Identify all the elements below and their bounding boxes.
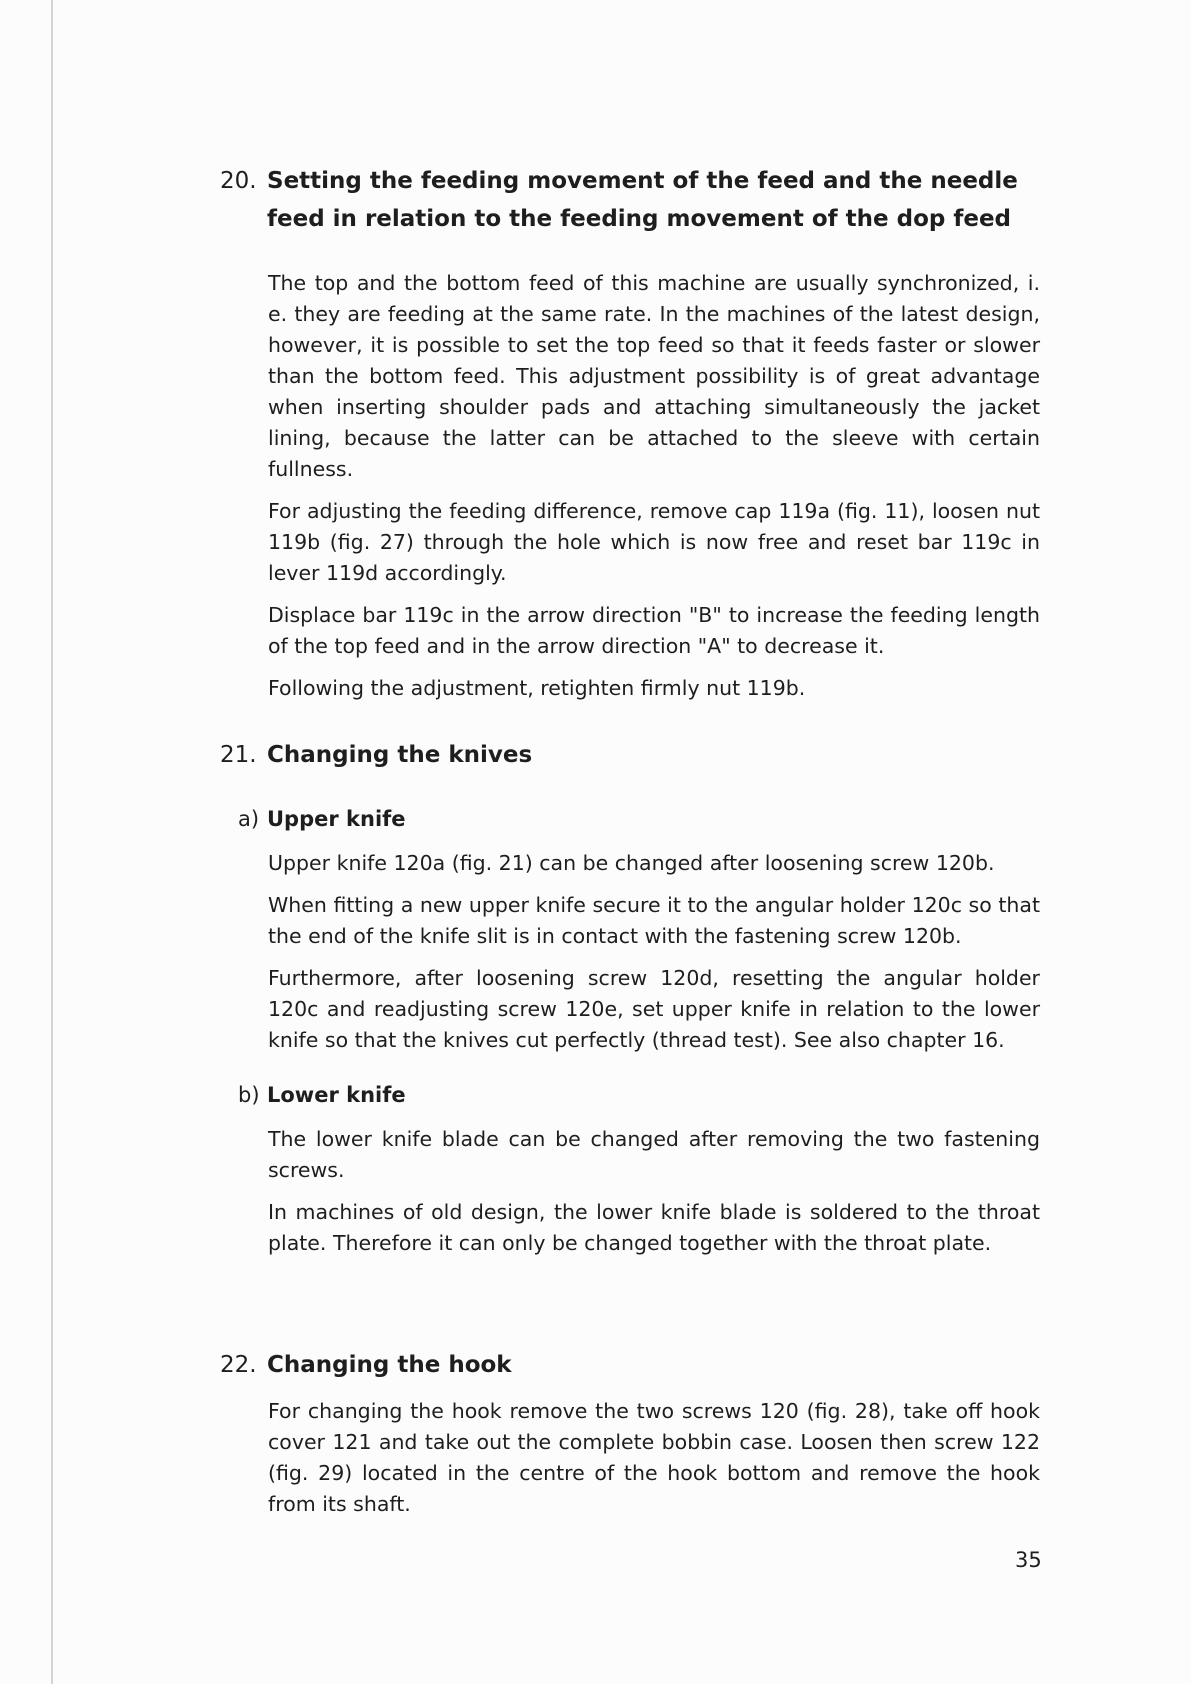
paragraph: When fitting a new upper knife secure it to the angular holder 120c so that the end of the knife slit is in contact with the fastening screw 120b. — [268, 893, 1040, 948]
section-22-heading — [220, 1346, 1050, 1384]
subsection-heading — [220, 1080, 1050, 1110]
section-number: 21. — [220, 742, 257, 768]
page-number: 35 — [1015, 1548, 1042, 1572]
subsection-heading — [220, 804, 1050, 834]
section-title: Setting the feeding movement of the feed and the needle feed in relation to the feeding movement of the dop feed — [267, 168, 1018, 232]
section-20 — [220, 162, 1050, 715]
paragraph: Displace bar 119c in the arrow direction "B" to increase the feeding length of the top feed and in the arrow direction "A" to decrease it. — [268, 603, 1040, 658]
section-number: 20. — [220, 168, 257, 194]
subsection-lower-knife — [220, 1080, 1050, 1259]
subsection-upper-knife — [220, 804, 1050, 1056]
section-21-heading — [220, 736, 1050, 774]
subsection-title: Lower knife — [267, 1083, 406, 1107]
section-20-heading — [220, 162, 1050, 238]
paragraph: The top and the bottom feed of this machine are usually synchronized, i. e. they are feeding at the same rate. In the machines of the latest design, however, it is possible to set the top feed so that it feeds faster or slower than the bottom feed. This adjustment possibility is of great advantage when inserting shoulder pads and attaching simultaneously the jacket lining, because the latter can be attached to the sleeve with certain fullness. — [268, 271, 1040, 481]
paragraph: Upper knife 120a (fig. 21) can be changed after loosening screw 120b. — [268, 851, 995, 875]
paragraph: For changing the hook remove the two screws 120 (fig. 28), take off hook cover 121 and take out the complete bobbin case. Loosen then screw 122 (fig. 29) located in the centre of the hook bottom and remove the hook from its shaft. — [268, 1399, 1040, 1516]
section-title: Changing the knives — [267, 742, 533, 768]
page-edge-rule — [51, 0, 53, 1684]
subsection-letter: b) — [238, 1083, 260, 1107]
subsection-letter: a) — [238, 807, 260, 831]
section-20-body — [268, 268, 1040, 704]
section-22 — [220, 1346, 1050, 1531]
paragraph: The lower knife blade can be changed after removing the two fastening screws. — [268, 1127, 1040, 1182]
subsection-body — [268, 1124, 1040, 1259]
paragraph: In machines of old design, the lower knife blade is soldered to the throat plate. Therefore it can only be changed together with the throat plate. — [268, 1200, 1040, 1255]
subsection-body — [268, 848, 1040, 1056]
section-title: Changing the hook — [267, 1352, 512, 1378]
subsection-title: Upper knife — [267, 807, 406, 831]
paragraph: For adjusting the feeding difference, remove cap 119a (fig. 11), loosen nut 119b (fig. 27) through the hole which is now free and reset bar 119c in lever 119d accordingly. — [268, 499, 1040, 585]
section-number: 22. — [220, 1352, 257, 1378]
paragraph: Following the adjustment, retighten firmly nut 119b. — [268, 676, 806, 700]
section-22-body — [268, 1396, 1040, 1520]
section-21 — [220, 736, 1050, 1270]
paragraph: Furthermore, after loosening screw 120d, resetting the angular holder 120c and readjusting screw 120e, set upper knife in relation to the lower knife so that the knives cut perfectly (thread test). See also chapter 16. — [268, 966, 1040, 1052]
